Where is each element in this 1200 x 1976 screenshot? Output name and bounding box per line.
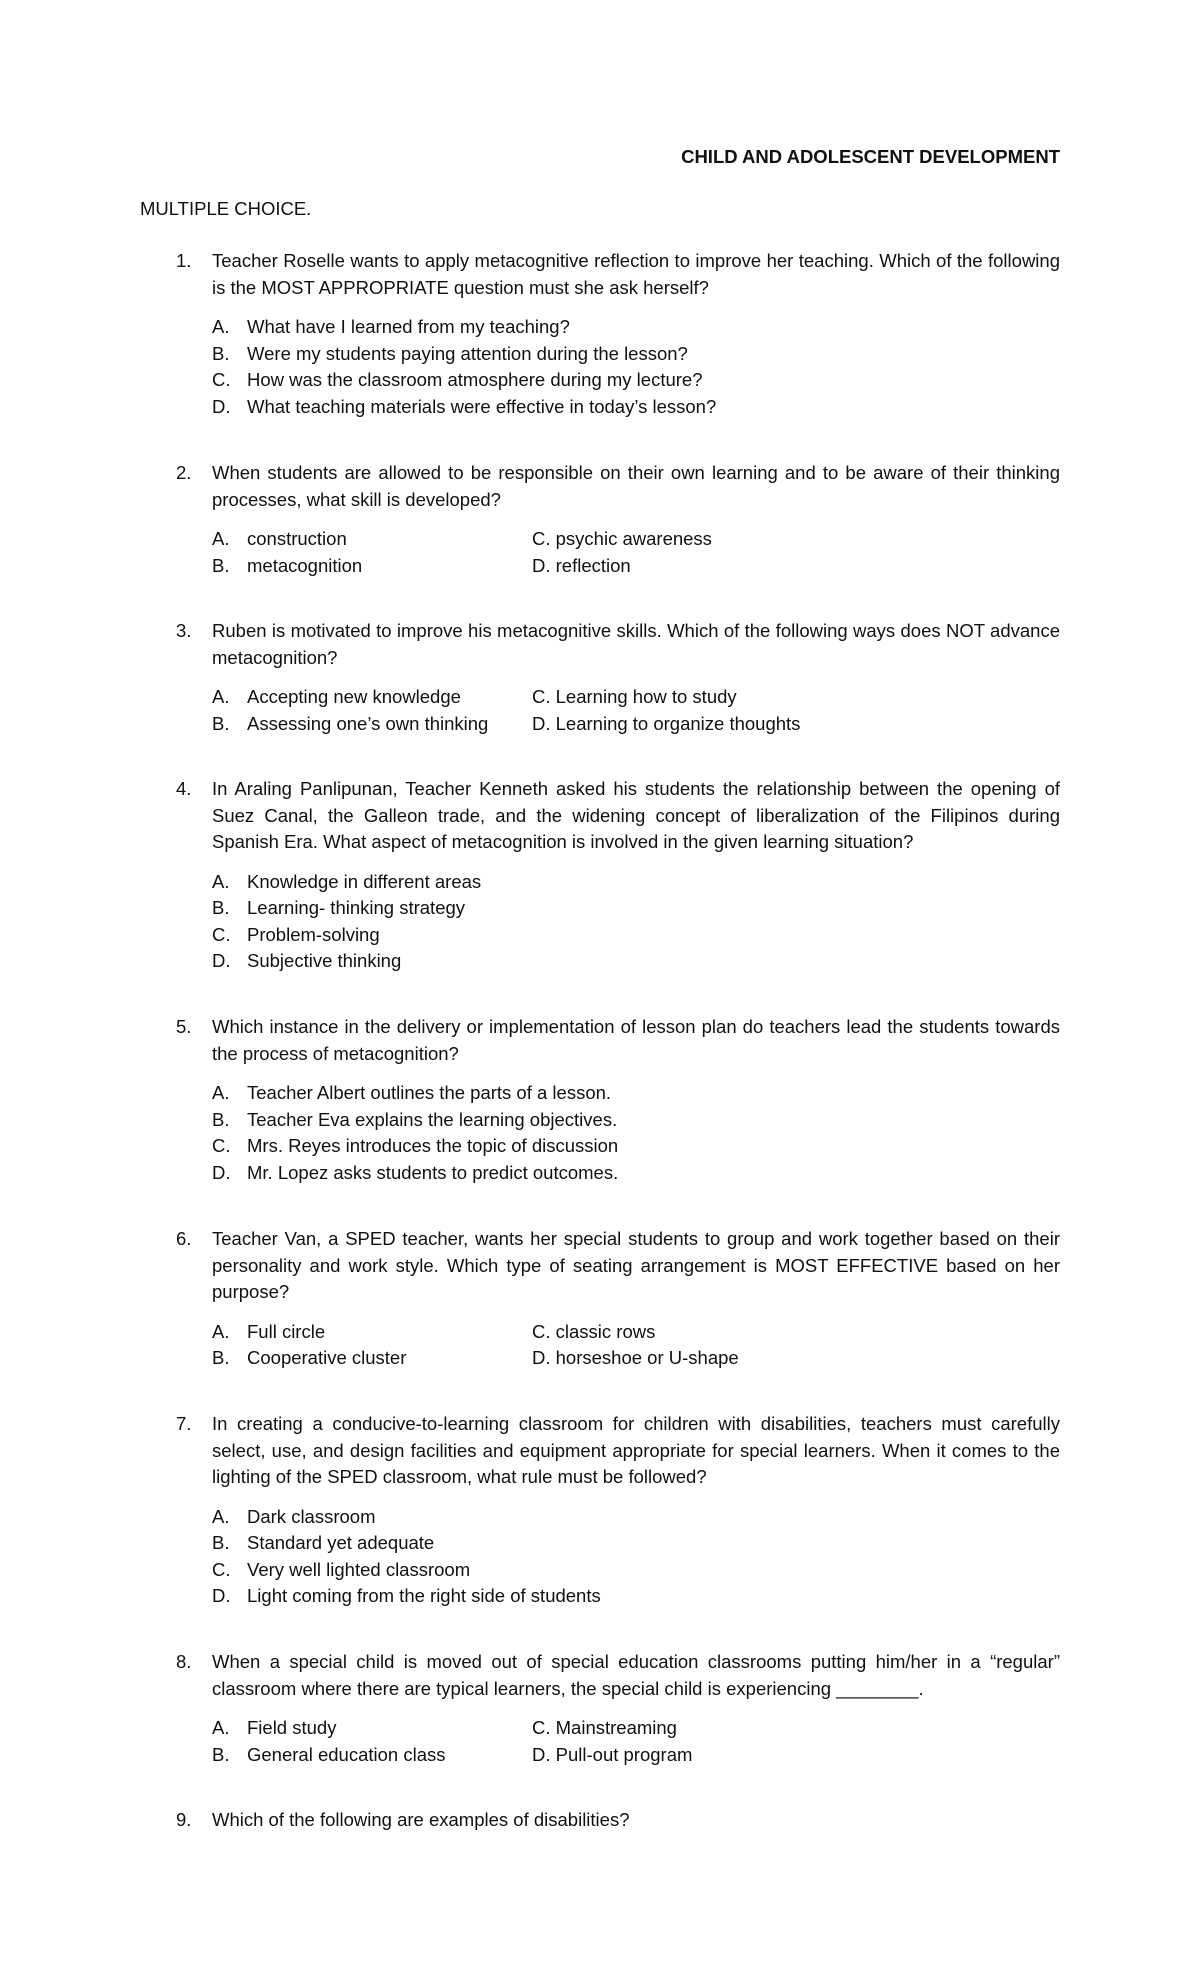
- option-list: [212, 1080, 1060, 1186]
- option-text: C. psychic awareness: [532, 528, 712, 549]
- option-text: C. Learning how to study: [532, 686, 737, 707]
- option-a: [212, 1080, 1060, 1107]
- option-text: Were my students paying attention during the lesson?: [247, 342, 688, 364]
- option-list: [212, 1504, 1060, 1610]
- option-letter: D.: [212, 950, 231, 971]
- option-b: [212, 1742, 532, 1769]
- option-text: D. reflection: [532, 554, 631, 576]
- option-text: metacognition: [247, 554, 363, 576]
- option-c: [532, 1715, 852, 1742]
- option-d: [212, 1583, 1060, 1610]
- option-a: [212, 1319, 532, 1346]
- question-number: 8.: [176, 1651, 192, 1672]
- option-b: [212, 1530, 1060, 1557]
- question-number: 5.: [176, 1016, 192, 1037]
- option-text: D. Learning to organize thoughts: [532, 712, 801, 734]
- option-d: [212, 394, 1060, 421]
- option-letter: A.: [212, 1717, 230, 1738]
- question-9: [176, 1807, 1060, 1834]
- question-3: [176, 618, 1060, 737]
- option-letter: B.: [212, 1743, 230, 1765]
- question-text: In creating a conducive-to-learning classroom for children with disabilities, teachers must carefully select, use, and design facilities and equipment appropriate for special learners. When it comes to the lighting of the SPED classroom, what rule must be followed?: [212, 1413, 1060, 1487]
- question-number: 6.: [176, 1228, 192, 1249]
- option-text: Problem-solving: [247, 923, 380, 945]
- question-1: [176, 248, 1060, 420]
- option-text: Light coming from the right side of students: [247, 1585, 601, 1606]
- option-b: [212, 553, 532, 580]
- option-letter: D.: [212, 1161, 231, 1183]
- option-b: [212, 1345, 532, 1372]
- option-text: D. Pull-out program: [532, 1743, 693, 1765]
- option-letter: B.: [212, 554, 230, 576]
- option-d: [532, 553, 852, 580]
- option-text: Field study: [247, 1717, 337, 1738]
- option-letter: D.: [212, 1585, 231, 1606]
- option-text: Mrs. Reyes introduces the topic of discussion: [247, 1135, 619, 1156]
- document-title: CHILD AND ADOLESCENT DEVELOPMENT: [681, 146, 1060, 167]
- option-b: [212, 1107, 1060, 1134]
- option-list: [212, 1715, 1060, 1768]
- option-letter: C.: [212, 1558, 231, 1580]
- question-text: Teacher Roselle wants to apply metacognitive reflection to improve her teaching. Which of the following is the MOST APPROPRIATE question must she ask herself?: [212, 250, 1060, 298]
- option-list: [212, 684, 1060, 737]
- option-letter: C.: [212, 1135, 231, 1156]
- question-2: [176, 460, 1060, 579]
- option-letter: A.: [212, 870, 230, 892]
- option-text: Dark classroom: [247, 1505, 376, 1527]
- option-letter: B.: [212, 1347, 230, 1368]
- option-a: [212, 526, 532, 553]
- option-c: [532, 526, 852, 553]
- option-text: Learning- thinking strategy: [247, 897, 466, 918]
- option-a: [212, 869, 1060, 896]
- question-text: When a special child is moved out of special education classrooms putting him/her in a “regular” classroom where there are typical learners, the special child is experiencing ________.: [212, 1651, 1060, 1699]
- option-text: What have I learned from my teaching?: [247, 316, 570, 337]
- question-text: Teacher Van, a SPED teacher, wants her special students to group and work together based on their personality and work style. Which type of seating arrangement is MOST EFFECTIVE based on her purpose?: [212, 1228, 1060, 1302]
- option-text: Mr. Lopez asks students to predict outcomes.: [247, 1161, 619, 1183]
- option-d: [532, 1345, 852, 1372]
- option-text: Knowledge in different areas: [247, 870, 482, 892]
- option-a: [212, 314, 1060, 341]
- question-number: 7.: [176, 1413, 192, 1434]
- option-text: Cooperative cluster: [247, 1347, 407, 1368]
- option-text: Assessing one’s own thinking: [247, 712, 489, 734]
- option-letter: A.: [212, 686, 230, 707]
- question-5: [176, 1014, 1060, 1186]
- option-text: construction: [247, 528, 347, 549]
- option-letter: A.: [212, 316, 230, 337]
- option-c: [532, 1319, 852, 1346]
- option-text: General education class: [247, 1743, 446, 1765]
- option-c: [212, 367, 1060, 394]
- option-b: [212, 341, 1060, 368]
- question-text: Ruben is motivated to improve his metacognitive skills. Which of the following ways does NOT advance metacognition?: [212, 620, 1060, 668]
- option-letter: D.: [212, 395, 231, 417]
- question-number: 9.: [176, 1809, 192, 1830]
- option-letter: B.: [212, 1108, 230, 1130]
- option-c: [212, 1557, 1060, 1584]
- option-a: [212, 1504, 1060, 1531]
- option-text: Teacher Eva explains the learning objectives.: [247, 1108, 618, 1130]
- question-6: [176, 1226, 1060, 1372]
- question-8: [176, 1649, 1060, 1768]
- option-list: [212, 314, 1060, 420]
- option-letter: B.: [212, 1532, 230, 1553]
- option-letter: A.: [212, 528, 230, 549]
- option-text: D. horseshoe or U-shape: [532, 1347, 739, 1368]
- question-number: 4.: [176, 778, 192, 799]
- option-b: [212, 895, 1060, 922]
- question-number: 3.: [176, 620, 192, 641]
- question-7: [176, 1411, 1060, 1610]
- question-number: 2.: [176, 462, 192, 483]
- option-text: Full circle: [247, 1320, 326, 1342]
- option-c: [212, 1133, 1060, 1160]
- option-list: [212, 526, 1060, 579]
- option-d: [212, 1160, 1060, 1187]
- option-c: [212, 922, 1060, 949]
- option-letter: B.: [212, 342, 230, 364]
- option-letter: C.: [212, 923, 231, 945]
- section-title: MULTIPLE CHOICE.: [140, 198, 312, 219]
- option-text: Very well lighted classroom: [247, 1558, 471, 1580]
- option-letter: B.: [212, 897, 230, 918]
- option-text: C. Mainstreaming: [532, 1717, 677, 1738]
- option-letter: A.: [212, 1505, 230, 1527]
- question-text: Which of the following are examples of disabilities?: [212, 1809, 630, 1830]
- option-letter: A.: [212, 1320, 230, 1342]
- option-d: [212, 948, 1060, 975]
- option-text: Subjective thinking: [247, 950, 402, 971]
- option-text: Standard yet adequate: [247, 1532, 435, 1553]
- question-text: In Araling Panlipunan, Teacher Kenneth asked his students the relationship between the opening of Suez Canal, the Galleon trade, and the widening concept of liberalization of the Filipinos during Spanish Era. What aspect of metacognition is involved in the given learning situation?: [212, 778, 1060, 852]
- question-text: Which instance in the delivery or implementation of lesson plan do teachers lead the students towards the process of metacognition?: [212, 1016, 1060, 1064]
- option-c: [532, 684, 852, 711]
- option-d: [532, 1742, 852, 1769]
- option-a: [212, 1715, 532, 1742]
- option-text: How was the classroom atmosphere during my lecture?: [247, 369, 703, 390]
- option-letter: A.: [212, 1082, 230, 1103]
- option-text: C. classic rows: [532, 1320, 656, 1342]
- question-text: When students are allowed to be responsible on their own learning and to be aware of their thinking processes, what skill is developed?: [212, 462, 1060, 510]
- option-text: What teaching materials were effective in today’s lesson?: [247, 395, 717, 417]
- option-text: Accepting new knowledge: [247, 686, 461, 707]
- option-b: [212, 711, 532, 738]
- option-letter: C.: [212, 369, 231, 390]
- option-d: [532, 711, 852, 738]
- question-4: [176, 776, 1060, 975]
- option-letter: B.: [212, 712, 230, 734]
- option-list: [212, 1319, 1060, 1372]
- question-number: 1.: [176, 250, 192, 271]
- option-text: Teacher Albert outlines the parts of a lesson.: [247, 1082, 612, 1103]
- option-a: [212, 684, 532, 711]
- option-list: [212, 869, 1060, 975]
